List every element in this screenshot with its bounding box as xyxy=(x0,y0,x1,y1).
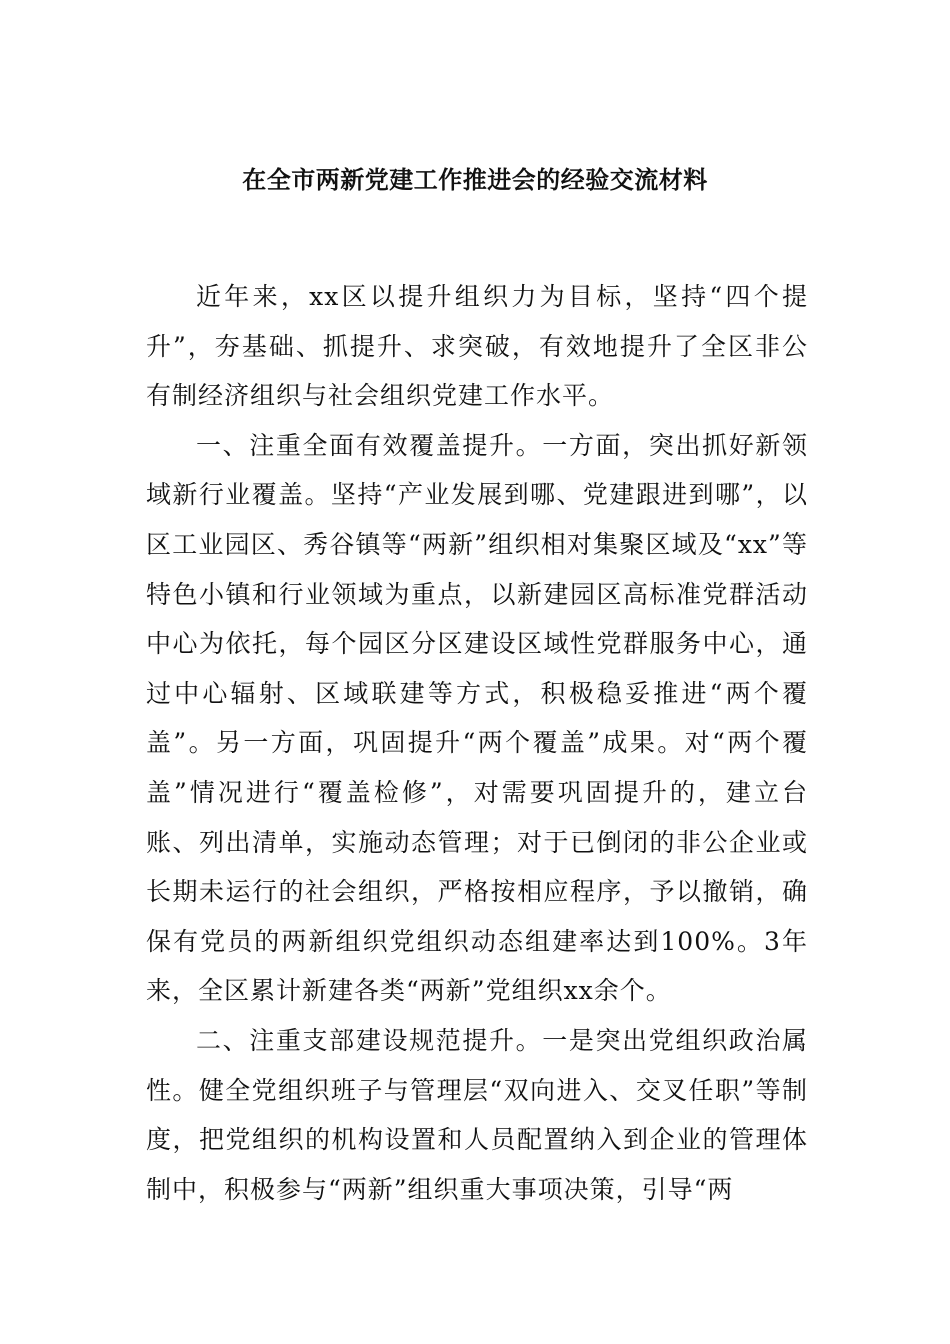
paragraph-section-two: 二、注重支部建设规范提升。一是突出党组织政治属性。健全党组织班子与管理层“双向进入、交叉任职”等制度，把党组织的机构设置和人员配置纳入到企业的管理体制中，积极参与“两新”组织重大事项决策，引导“两 xyxy=(146,1025,808,1204)
document-title: 在全市两新党建工作推进会的经验交流材料 xyxy=(242,165,708,194)
paragraph-intro: 近年来，xx区以提升组织力为目标，坚持“四个提升”，夯基础、抓提升、求突破，有效地提升了全区非公有制经济组织与社会组织党建工作水平。 xyxy=(146,282,808,411)
document-body xyxy=(146,272,808,1214)
paragraph-section-one: 一、注重全面有效覆盖提升。一方面，突出抓好新领域新行业覆盖。坚持“产业发展到哪、党建跟进到哪”，以区工业园区、秀谷镇等“两新”组织相对集聚区域及“xx”等特色小镇和行业领域为重点，以新建园区高标准党群活动中心为依托，每个园区分区建设区域性党群服务中心，通过中心辐射、区域联建等方式，积极稳妥推进“两个覆盖”。另一方面，巩固提升“两个覆盖”成果。对“两个覆盖”情况进行“覆盖检修”，对需要巩固提升的，建立台账、列出清单，实施动态管理；对于已倒闭的非公企业或长期未运行的社会组织，严格按相应程序，予以撤销，确保有党员的两新组织党组织动态组建率达到100%。3年来，全区累计新建各类“两新”党组织xx余个。 xyxy=(146,430,809,1006)
